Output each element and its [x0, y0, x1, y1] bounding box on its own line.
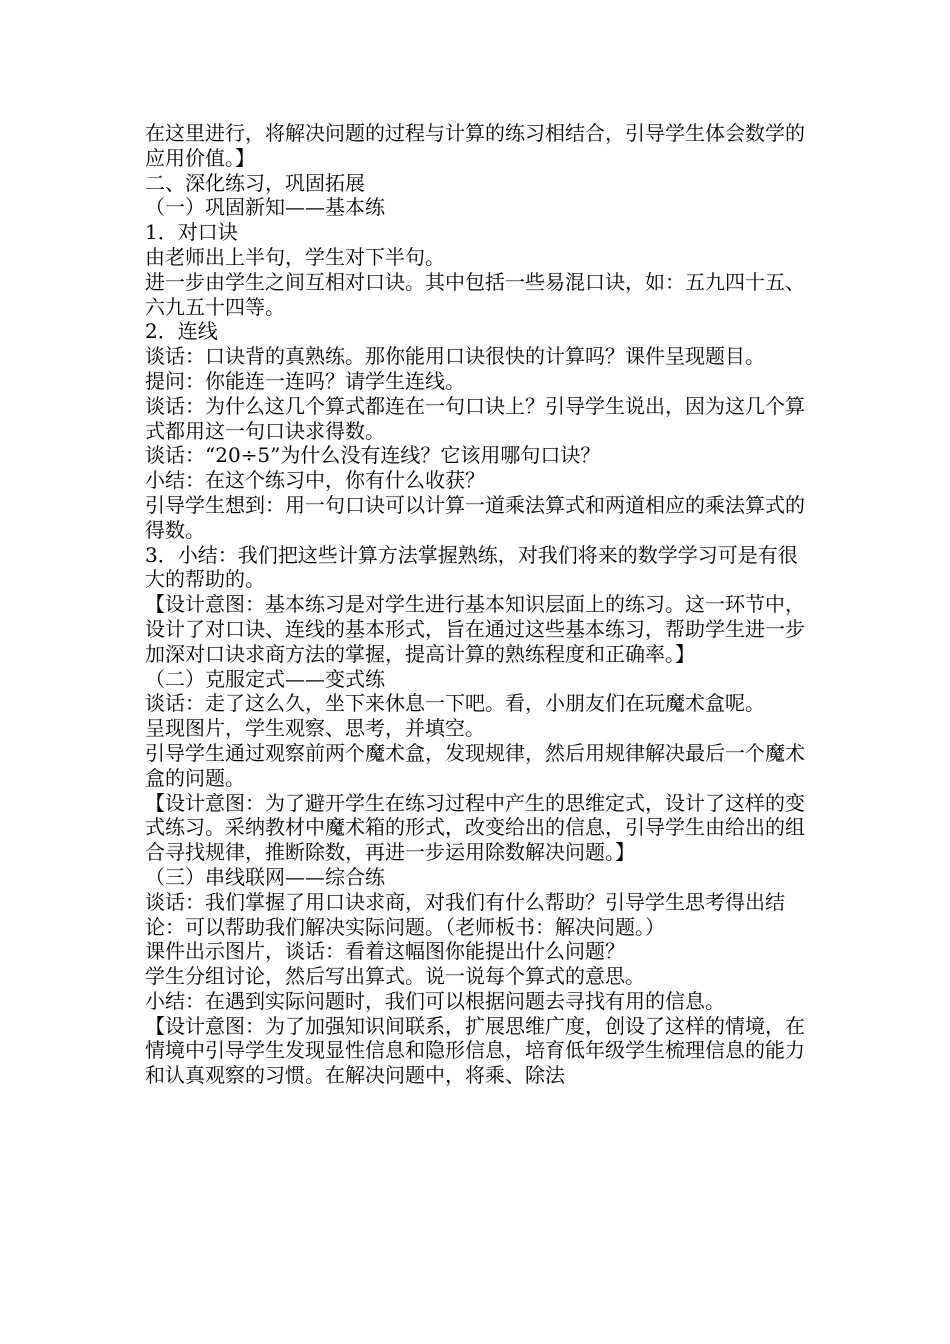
subsection-heading-basic-practice: （一）巩固新知——基本练 [145, 195, 385, 220]
section-heading-deepen-practice: 二、深化练习，巩固拓展 [145, 170, 365, 195]
paragraph: 学生分组讨论，然后写出算式。说一说每个算式的意思。 [145, 964, 645, 989]
item-heading-summary: 3．小结：我们把这些计算方法掌握熟练，对我们将来的数学学习可是有很大的帮助的。 [145, 542, 798, 592]
paragraph: 课件出示图片，谈话：看着这幅图你能提出什么问题？ [145, 939, 625, 964]
paragraph: 呈现图片，学生观察、思考，并填空。 [145, 716, 485, 741]
paragraph: 谈话：口诀背的真熟练。那你能用口诀很快的计算吗？课件呈现题目。 [145, 344, 765, 369]
paragraph: 谈话：走了这么久，坐下来休息一下吧。看，小朋友们在玩魔术盒呢。 [145, 691, 765, 716]
paragraph: 谈话：“20÷5”为什么没有连线？它该用哪句口诀？ [145, 443, 601, 468]
item-heading-connect-lines: 2．连线 [145, 319, 218, 344]
paragraph: 小结：在这个练习中，你有什么收获？ [145, 468, 485, 493]
subsection-heading-comprehensive-practice: （三）串线联网——综合练 [145, 864, 385, 889]
design-intent-note: 【设计意图：为了加强知识间联系，扩展思维广度，创设了这样的情境，在情境中引导学生发现显性信息和隐形信息，培育低年级学生梳理信息的能力和认真观察的习惯。在解决问题中，将乘、除法 [145, 1013, 805, 1088]
paragraph: 引导学生通过观察前两个魔术盒，发现规律，然后用规律解决最后一个魔术盒的问题。 [145, 740, 805, 790]
document-page [145, 121, 810, 1088]
paragraph: 进一步由学生之间互相对口诀。其中包括一些易混口诀，如：五九四十五、六九五十四等。 [145, 269, 805, 319]
paragraph: 由老师出上半句，学生对下半句。 [145, 244, 445, 269]
subsection-heading-variant-practice: （二）克服定式——变式练 [145, 666, 385, 691]
design-intent-note: 【设计意图：基本练习是对学生进行基本知识层面上的练习。这一环节中，设计了对口诀、连线的基本形式，旨在通过这些基本练习，帮助学生进一步加深对口诀求商方法的掌握，提高计算的熟练程度和正确率。】 [145, 592, 805, 666]
paragraph: 谈话：我们掌握了用口诀求商，对我们有什么帮助？引导学生思考得出结论：可以帮助我们解决实际问题。（老师板书：解决问题。） [145, 889, 785, 939]
paragraph: 提问：你能连一连吗？请学生连线。 [145, 368, 465, 393]
item-heading-recite-rhymes: 1．对口诀 [145, 220, 238, 245]
design-intent-note: 【设计意图：为了避开学生在练习过程中产生的思维定式，设计了这样的变式练习。采纳教材中魔术箱的形式，改变给出的信息，引导学生由给出的组合寻找规律，推断除数，再进一步运用除数解决问题。】 [145, 790, 805, 865]
paragraph: 引导学生想到：用一句口诀可以计算一道乘法算式和两道相应的乘法算式的得数。 [145, 492, 805, 542]
paragraph-intro-continuation: 在这里进行，将解决问题的过程与计算的练习相结合，引导学生体会数学的应用价值。】 [145, 121, 805, 170]
paragraph: 小结：在遇到实际问题时，我们可以根据问题去寻找有用的信息。 [145, 988, 725, 1013]
paragraph: 谈话：为什么这几个算式都连在一句口诀上？引导学生说出，因为这几个算式都用这一句口诀求得数。 [145, 393, 805, 443]
